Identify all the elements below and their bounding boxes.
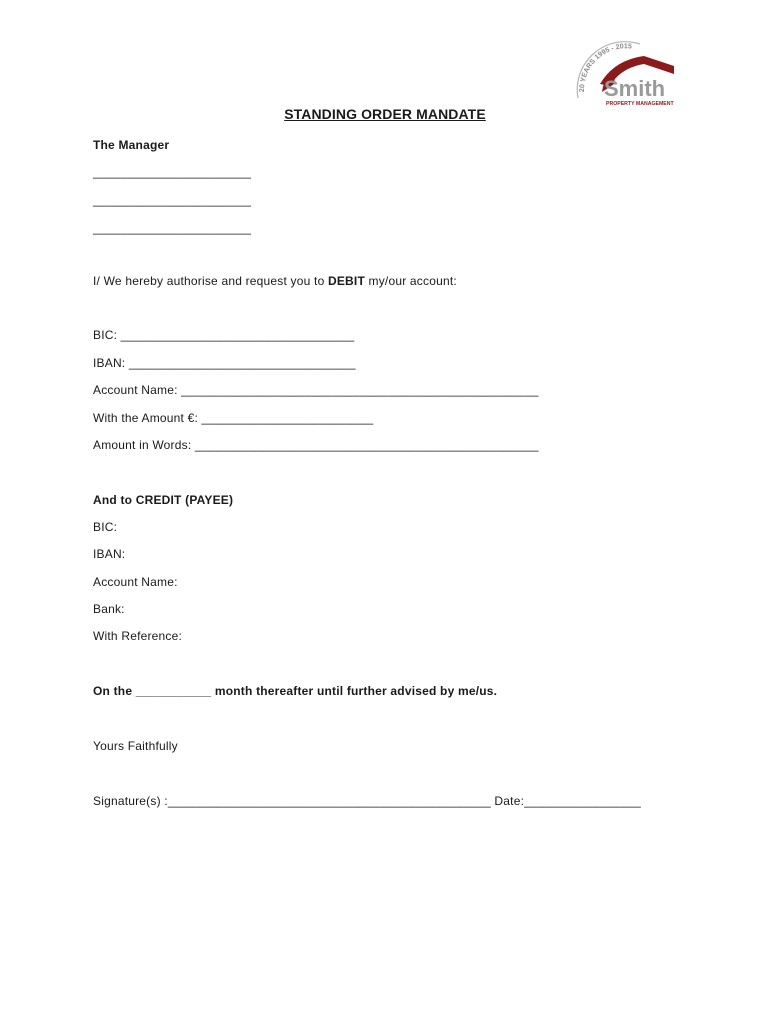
- schedule-statement: On the ___________ month thereafter until further advised by me/us.: [93, 684, 498, 698]
- addressee-line-2: _______________________: [93, 193, 252, 207]
- credit-bic-field: BIC:: [93, 520, 118, 534]
- credit-iban-field: IBAN:: [93, 547, 126, 561]
- addressee-line-3: _______________________: [93, 221, 252, 235]
- debit-bic-field: BIC: __________________________________: [93, 328, 355, 342]
- logo-brand-text: Smith: [604, 76, 666, 101]
- credit-heading: And to CREDIT (PAYEE): [93, 493, 234, 507]
- debit-amount-words-field: Amount in Words: __________________________________________________: [93, 438, 539, 452]
- closing-text: Yours Faithfully: [93, 739, 178, 753]
- logo-anniversary-text: 20 YEARS 1995 - 2015: [578, 43, 633, 93]
- credit-reference-field: With Reference:: [93, 629, 183, 643]
- debit-amount-field: With the Amount €: _________________________: [93, 411, 374, 425]
- logo-tagline-text: PROPERTY MANAGEMENT: [606, 101, 674, 107]
- authorise-suffix: my/our account:: [364, 274, 457, 288]
- addressee-line-1: _______________________: [93, 165, 252, 179]
- authorise-prefix: I/ We hereby authorise and request you to: [93, 274, 328, 288]
- addressee-heading: The Manager: [93, 138, 170, 152]
- debit-account-name-field: Account Name: ____________________________________________________: [93, 383, 539, 397]
- authorise-statement: [93, 274, 457, 288]
- document-title: STANDING ORDER MANDATE: [284, 106, 486, 122]
- logo-graphic: [570, 40, 682, 110]
- signature-date-line: Signature(s) :_______________________________________________ Date:_________________: [93, 794, 641, 808]
- authorise-debit-emphasis: DEBIT: [327, 274, 365, 288]
- smith-property-management-logo: [570, 40, 682, 110]
- debit-iban-field: IBAN: _________________________________: [93, 356, 356, 370]
- credit-account-name-field: Account Name:: [93, 575, 178, 589]
- credit-bank-field: Bank:: [93, 602, 125, 616]
